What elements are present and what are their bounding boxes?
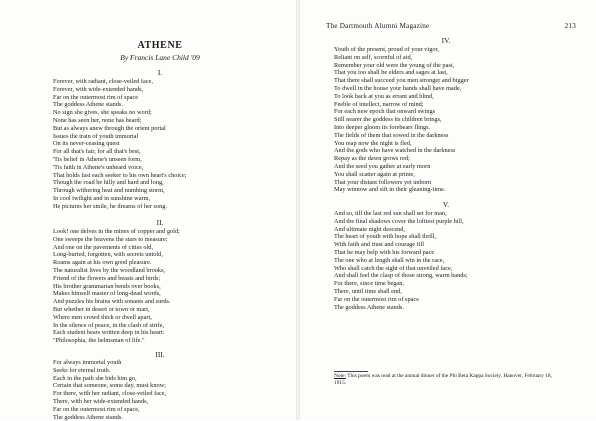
poem-line: For each new epoch that onward swings: [334, 108, 436, 116]
poem-line: The naturalist lives by the woodland brooks,: [53, 266, 166, 274]
poem-line: To dwell in the house your hands shall have made,: [334, 84, 462, 92]
poem-line: For all that's fair, for all that's best,: [53, 148, 141, 156]
poem-line: But whether in desert or town or mart,: [53, 305, 150, 313]
poem-line: And the seed you gather at early morn: [334, 162, 431, 170]
stanza-2: [53, 228, 180, 345]
poem-line: Far on the outermost rim of space: [53, 93, 138, 101]
poem-line: That you too shall be elders and sages at last,: [334, 69, 448, 77]
poem-line: Each student bears written deep in his heart:: [53, 329, 165, 337]
poem-line: Certain that someone, some day, must know;: [53, 382, 166, 390]
stanza-1: [53, 78, 187, 211]
poem-line: You shall scatter again at prime,: [334, 170, 415, 178]
section-numeral: III.: [155, 350, 165, 359]
poem-line: Roams again at his own good pleasure.: [53, 259, 152, 267]
poem-line: "Philosophia, the helmsman of life.": [53, 337, 145, 345]
poem-line: That holds fast each seeker to his own heart's choice;: [53, 171, 187, 179]
poem-line: Far on the outermost rim of space: [334, 295, 419, 303]
poem-line: Youth of the present, proud of your vigor,: [334, 46, 439, 53]
poem-line: Look! one delves in the mines of copper and gold;: [53, 228, 180, 235]
section-numeral: I.: [157, 68, 163, 77]
poem-line: With faith and trust and courage fill: [334, 241, 424, 249]
poem-line: Who shall catch the sight of that unveiled face,: [334, 264, 453, 272]
poem-byline: By Francis Lane Child '09: [120, 53, 200, 62]
poem-line: Feeble of intellect, narrow of mind;: [334, 100, 424, 108]
section-numeral: II.: [156, 218, 164, 227]
poem-line: Forever, with wide-extended hands,: [53, 85, 144, 93]
poem-line: But as always anew through the orient portal: [53, 124, 166, 132]
section-numeral: V.: [442, 200, 450, 209]
poem-line: That he may help with his forward pace: [334, 248, 435, 256]
poem-line: Reliant on self, scornful of aid,: [334, 53, 413, 61]
poem-line: Where men crowd thick or dwell apart,: [53, 313, 152, 321]
poem-line: On its never-ceasing quest: [53, 140, 120, 148]
poem-line: Friend of the flowers and beasts and birds;: [53, 274, 161, 282]
poem-line: That there shall succeed you men stronger and bigger: [334, 77, 469, 85]
poem-line: Each in the path she bids him go,: [53, 374, 137, 382]
poem-line: One sweeps the heavens the stars to measure;: [53, 235, 168, 243]
journal-title: The Dartmouth Alumni Magazine: [326, 22, 430, 30]
poem-line: There, with her wide-extended hands,: [53, 397, 149, 405]
poem-line: Makes himself master of long-dead words,: [53, 290, 161, 298]
footnote-label: Note:: [334, 373, 346, 379]
poem-line: And the final shadows cover the loftiest purple hill,: [334, 217, 464, 225]
poem-line: Repay as the dawn grows red;: [334, 155, 410, 163]
poem-line: And so, till the last red sun shall set for man,: [334, 210, 447, 217]
stanza-3: [53, 359, 166, 421]
poem-line: For there, since time began,: [334, 280, 404, 288]
poem-line: 'Tis belief in Athene's unseen form,: [53, 155, 142, 163]
poem-line: And ultimate night descend,: [334, 225, 405, 233]
running-head: [326, 22, 576, 30]
poem-line: He pictures her smile, he dreams of her song.: [53, 202, 168, 210]
footnote-rule: [334, 371, 368, 372]
poem-line: The fields of them that sowed in the darkness: [334, 131, 449, 139]
poem-line: Forever, with radiant, close-veiled face,: [53, 78, 153, 85]
poem-line: That your distant followers yet unborn: [334, 178, 432, 186]
poem-line: To look back at you as errant and blind,: [334, 92, 434, 100]
poem-line: The goddess Athene stands.: [334, 303, 404, 311]
poem-line: Remember your old were the young of the past,: [334, 61, 455, 69]
poem-line: And one on the pavements of cities old,: [53, 243, 154, 251]
poem-line: Still nearer the goddess its children brings,: [334, 116, 442, 124]
poem-line: None has seen her, none has heard;: [53, 116, 142, 124]
poem-line: Seeks for eternal truth.: [53, 366, 111, 374]
poem-line: Into deeper gloom its forebears flings.: [334, 123, 431, 131]
poem-line: 'Tis faith in Athene's unheard voice,: [53, 163, 144, 171]
poem-line: The goddess Athene stands.: [53, 101, 123, 109]
poem-line: For always immortal youth: [53, 359, 122, 366]
poem-line: May winnow and sift in their gleaning-time.: [334, 186, 446, 194]
poem-line: His brother grammarian bends over books,: [53, 282, 161, 290]
poem-line: And the gods who have watched in the darkness: [334, 147, 456, 155]
page-gutter: [296, 0, 300, 420]
poem-line: The heart of youth with hope shall thrill,: [334, 233, 437, 241]
poem-line: Issues the train of youth immortal: [53, 132, 139, 140]
poem-line: No sign she gives, she speaks no word;: [53, 109, 152, 117]
page-number: 213: [564, 22, 576, 30]
poem-line: In the silence of peace, in the clash of strife,: [53, 321, 165, 329]
poem-line: Long-buried, forgotten, with secrets untold,: [53, 251, 163, 259]
footnote-text: This poem was read at the annual dinner of the Phi Beta Kappa Society, Hanover, February 18, 1915.: [334, 373, 552, 386]
poem-line: Far on the outermost rim of space,: [53, 405, 140, 413]
poem-line: Though the road be hilly and hard and long,: [53, 179, 164, 187]
poem-line: The one who at length shall win in the race,: [334, 256, 445, 264]
poem-line: There, until time shall end,: [334, 287, 402, 295]
section-numeral: IV.: [441, 36, 451, 45]
stanza-4: [334, 46, 469, 194]
poem-line: And shall feel the clasp of those strong, warm hands;: [334, 272, 468, 280]
poem-line: For there, with her radiant, close-veiled face,: [53, 390, 167, 398]
poem-line: In cool twilight and in sunshine warm,: [53, 194, 151, 202]
poem-line: And puzzles his brains with sonants and surds.: [53, 298, 171, 306]
poem-line: You reap now the night is fled,: [334, 139, 412, 147]
poem-line: The goddess Athene stands.: [53, 413, 123, 421]
footnote: [334, 373, 560, 387]
stanza-5: [334, 210, 468, 311]
poem-line: Through withering heat and numbing storm,: [53, 187, 165, 195]
poem-title: ATHENE: [137, 40, 183, 51]
